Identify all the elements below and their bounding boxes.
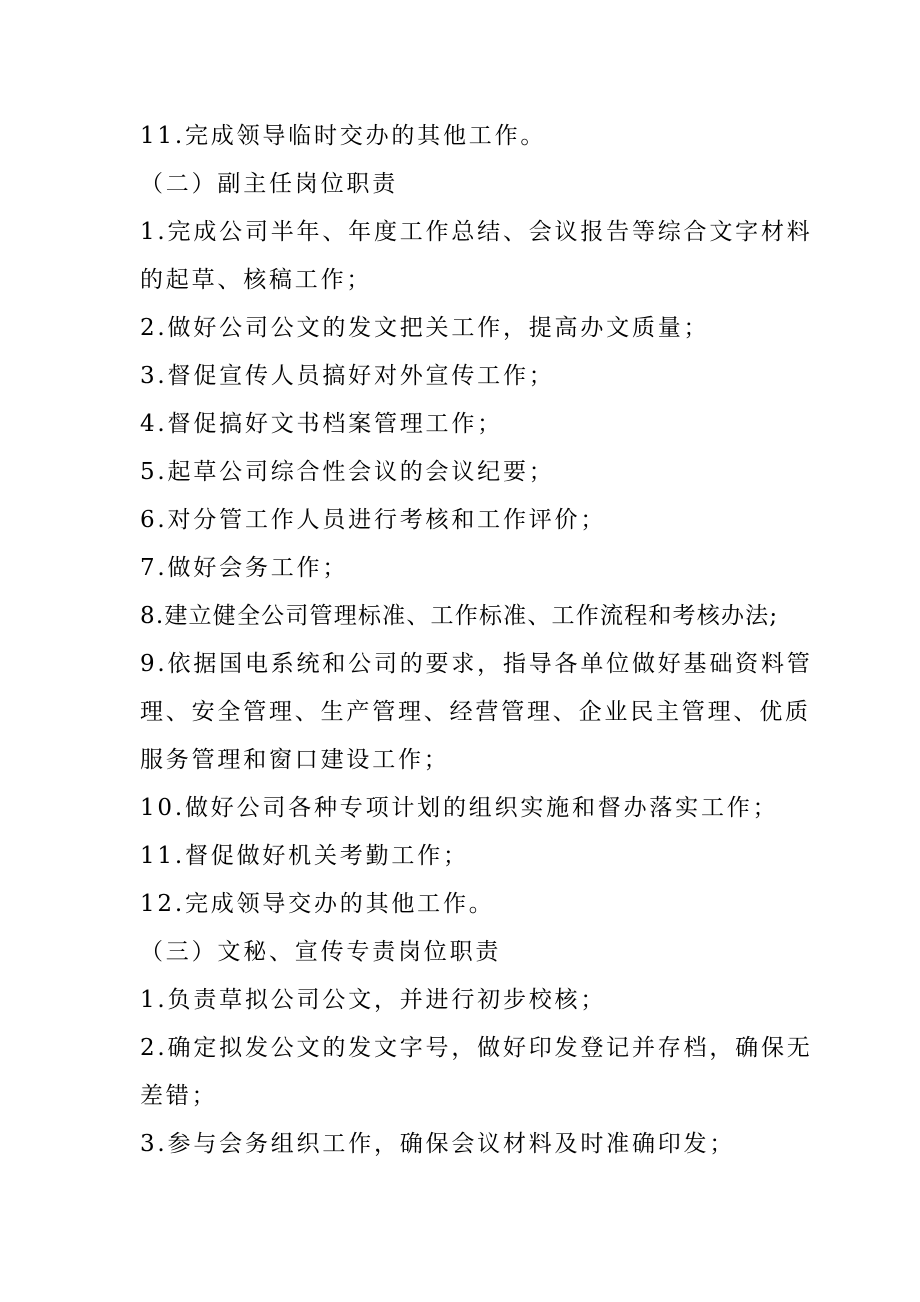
text-line: 7.做好会务工作； <box>140 555 349 581</box>
text-line: 8.建立健全公司管理标准、工作标准、工作流程和考核办法; <box>140 603 779 629</box>
text-line: 12.完成领导交办的其他工作。 <box>140 891 495 917</box>
section-heading: （二）副主任岗位职责 <box>140 171 398 197</box>
text-line: 理、安全管理、生产管理、经营管理、企业民主管理、优质 <box>140 699 811 725</box>
text-line: 9.依据国电系统和公司的要求，指导各单位做好基础资料管 <box>140 651 813 677</box>
text-line: 3.督促宣传人员搞好对外宣传工作； <box>140 363 555 389</box>
text-line: 2.做好公司公文的发文把关工作，提高办文质量； <box>140 315 710 341</box>
text-line: 服务管理和窗口建设工作； <box>140 747 450 773</box>
text-line: 2.确定拟发公文的发文字号，做好印发登记并存档，确保无 <box>140 1035 813 1061</box>
text-line: 11.完成领导临时交办的其他工作。 <box>140 123 547 149</box>
text-line: 1.负责草拟公司公文，并进行初步校核； <box>140 987 607 1013</box>
text-line: 5.起草公司综合性会议的会议纪要； <box>140 459 555 485</box>
text-line: 3.参与会务组织工作，确保会议材料及时准确印发； <box>140 1131 736 1157</box>
text-line: 6.对分管工作人员进行考核和工作评价； <box>140 507 607 533</box>
text-line: 的起草、核稿工作； <box>140 267 373 293</box>
text-line: 1.完成公司半年、年度工作总结、会议报告等综合文字材料 <box>140 219 813 245</box>
section-heading: （三）文秘、宣传专责岗位职责 <box>140 939 502 965</box>
text-line: 10.做好公司各种专项计划的组织实施和督办落实工作； <box>140 795 779 821</box>
text-line: 4.督促搞好文书档案管理工作； <box>140 411 503 437</box>
text-line: 差错； <box>140 1083 218 1109</box>
text-line: 11.督促做好机关考勤工作； <box>140 843 469 869</box>
